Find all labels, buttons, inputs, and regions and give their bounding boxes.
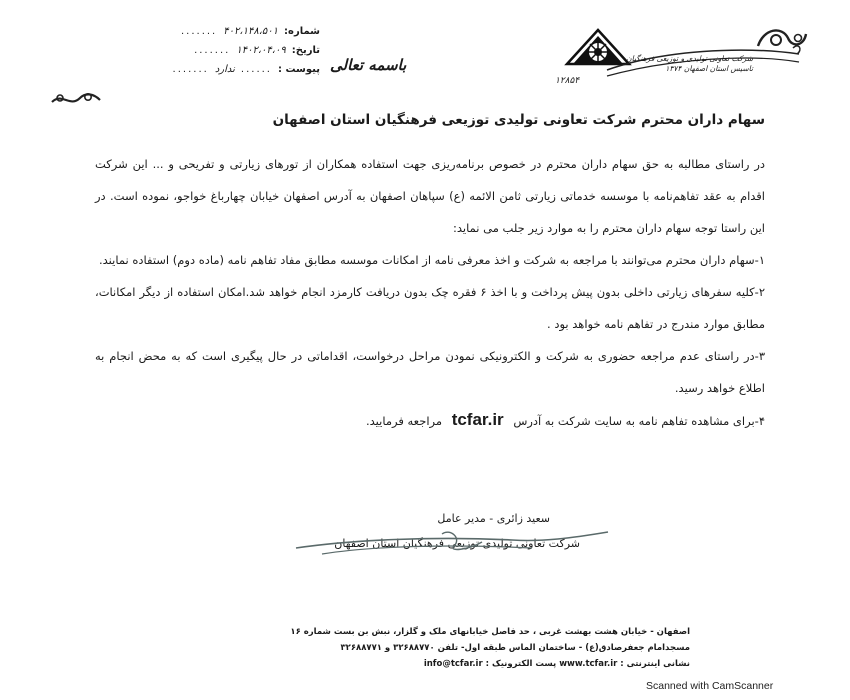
item-3: ۳-در راستای عدم مراجعه حضوری به شرکت و الکترونیکی نمودن مراحل درخواست، اقداماتی در حال پیگیری است که به محض انجام به اطلاع خواهد رسید. [95, 349, 765, 395]
letter-meta [60, 22, 320, 79]
handwritten-signature [292, 528, 612, 562]
letter-paragraphs [95, 148, 765, 437]
item-2: ۲-کلیه سفرهای زیارتی داخلی بدون پیش پرداخت و با اخذ ۶ فقره چک بدون دریافت کارمزد انجام خواهد شد.امکان استفاده از دیگر امکانات، مطابق موارد مندرج در تفاهم نامه خواهد بود . [95, 285, 765, 331]
footer-contact: نشانی اینترنتی : www.tcfar.ir پست الکترونیک : info@tcfar.ir [423, 659, 690, 669]
footer-address: اصفهان - خیابان هشت بهشت غربی ، حد فاصل خیابانهای ملک و گلزار، نبش بن بست شماره ۱۶ [290, 627, 690, 637]
top-left-flourish [48, 88, 108, 110]
letter-body [95, 112, 765, 437]
item-1: ۱-سهام داران محترم می‌توانند با مراجعه به شرکت و اخذ معرفی نامه از امکانات موسسه مطابق مفاد تفاهم نامه (ماده دوم) استفاده نمایند. [98, 253, 765, 267]
attachment-value: ندارد [214, 64, 235, 75]
date-value: ۱۴۰۲،۰۴،۰۹ [236, 45, 286, 56]
item-4-after: مراجعه فرمایید. [365, 414, 443, 428]
number-value: ۴۰۲،۱۴۸،۵۰۱ [223, 26, 279, 37]
camscanner-watermark: Scanned with CamScanner [646, 680, 774, 692]
signatory-org: شرکت تعاونی تولیدی توزیعی فرهنگیان استان اصفهان [334, 537, 580, 550]
logo-text-line1: شرکت تعاونی تولیدی و توزیعی فرهنگیان [626, 54, 753, 63]
letter-footer [160, 624, 690, 672]
logo-text-line2: تاسیس استان اصفهان ۱۳۷۴ [665, 64, 753, 73]
signatory-name: سعید زائری - مدیر عامل [437, 512, 550, 525]
company-logo [555, 18, 815, 88]
meta-date-row: تاریخ: ۱۴۰۲،۰۴،۰۹ ....... [60, 41, 320, 60]
meta-attachment-row: پیوست : ...... ندارد ....... [60, 60, 320, 79]
website-link[interactable]: tcfar.ir [451, 410, 504, 429]
date-label: تاریخ: [291, 45, 320, 56]
footer-phone: مسجدامام جعفرصادق(ع) - ساختمان الماس طبقه اول- تلفن ۳۲۶۸۸۷۷۰ و ۳۲۶۸۸۷۷۱ [340, 643, 690, 653]
letter-heading: سهام داران محترم شرکت تعاونی تولیدی توزیعی فرهنگیان استان اصفهان [272, 112, 765, 128]
logo-text [603, 54, 753, 74]
number-label: شماره: [284, 26, 320, 37]
item-4 [95, 404, 765, 437]
intro-paragraph: در راستای مطالبه به حق سهام داران محترم در خصوص برنامه‌ریزی جهت استفاده همکاران از تورهای زیارتی و تفریحی و ... این شرکت اقدام به عقد تفاهم‌نامه با موسسه خدماتی زیارتی ثامن الائمه (ع) سپاهان اصفهان به آدرس اصفهان خیابان چهارباغ خواجو، نموده است. در این راستا توجه سهام داران محترم را به موارد زیر جلب می نماید: [95, 157, 765, 235]
meta-number-row: شماره: ۴۰۲،۱۴۸،۵۰۱ ....... [60, 22, 320, 41]
attachment-label: پیوست : [277, 64, 320, 75]
logo-number: ۱۲۸۵۴ [555, 76, 580, 86]
item-4-before: ۴-برای مشاهده تفاهم نامه به سایت شرکت به آدرس [513, 414, 765, 428]
basmala: باسمه تعالی [330, 56, 407, 74]
